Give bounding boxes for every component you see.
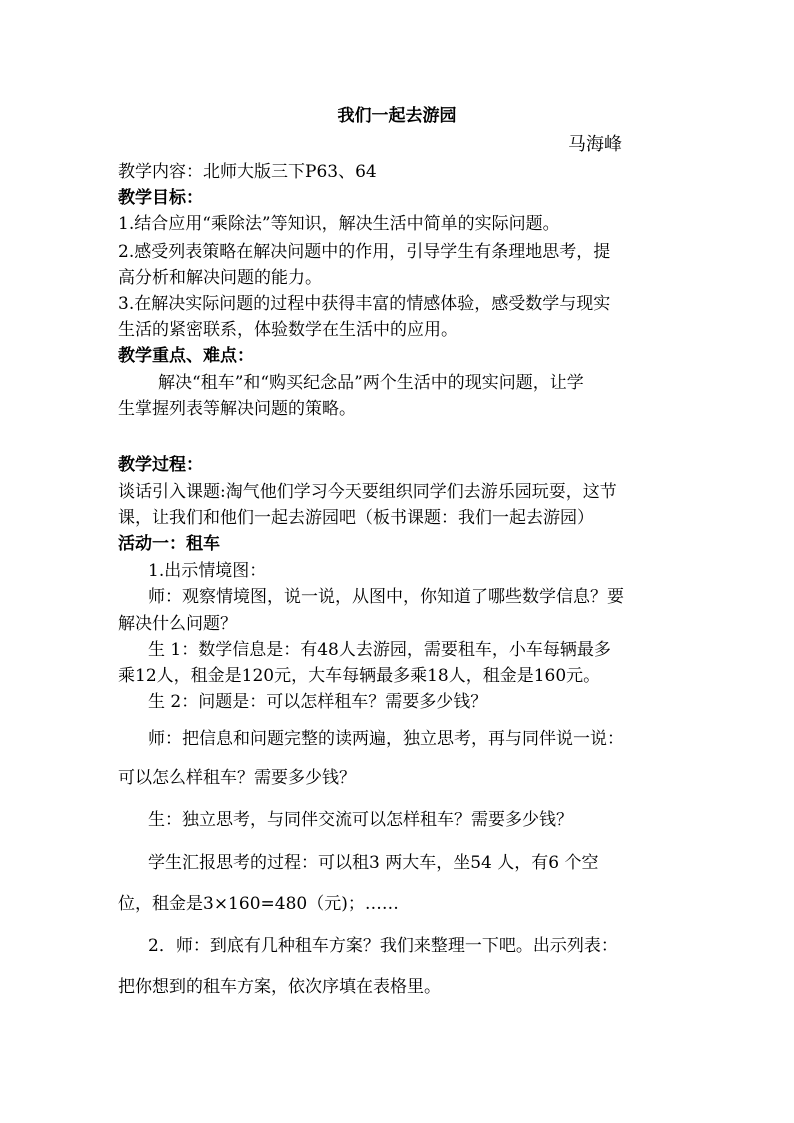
objective-line-4: 3.在解决实际问题的过程中获得丰富的情感体验，感受数学与现实: [118, 294, 611, 314]
activity-line-1: 1.出示情境图：: [148, 561, 267, 581]
activity-heading: 活动一：租车: [118, 534, 220, 554]
activity-line-4: 生 1：数学信息是：有48人去游园，需要租车，小车每辆最多: [148, 640, 611, 660]
author-name: 马海峰: [568, 134, 622, 155]
keypoints-heading: 教学重点、难点：: [118, 346, 254, 366]
objective-line-3: 高分析和解决问题的能力。: [118, 268, 322, 288]
activity-line-10: 学生汇报思考的过程：可以租3 两大车，坐54 人，有6 个空: [148, 853, 599, 873]
activity-line-5: 乘12人，租金是120元，大车每辆最多乘18人，租金是160元。: [118, 666, 601, 686]
activity-line-7: 师：把信息和问题完整的读两遍，独立思考，再与同伴说一说：: [148, 729, 624, 749]
activity-line-13: 把你想到的租车方案，依次序填在表格里。: [118, 977, 441, 997]
objective-line-1: 1.结合应用“乘除法”等知识，解决生活中简单的实际问题。: [118, 214, 560, 234]
activity-line-6: 生 2：问题是：可以怎样租车？需要多少钱？: [148, 692, 488, 712]
activity-line-9: 生：独立思考，与同伴交流可以怎样租车？需要多少钱？: [148, 810, 573, 830]
keypoints-line-1: 解决“租车”和“购买纪念品”两个生活中的现实问题，让学: [158, 373, 584, 393]
activity-line-3: 解决什么问题？: [118, 614, 237, 634]
intro-line-2: 课，让我们和他们一起去游园吧（板书课题：我们一起去游园）: [118, 508, 594, 528]
objective-line-2: 2.感受列表策略在解决问题中的作用，引导学生有条理地思考，提: [118, 242, 611, 262]
activity-line-11: 位，租金是3×160=480（元)；……: [118, 894, 399, 914]
keypoints-line-2: 生掌握列表等解决问题的策略。: [118, 399, 356, 419]
content-line: 教学内容：北师大版三下P63、64: [118, 162, 377, 182]
document-title: 我们一起去游园: [337, 106, 457, 126]
objective-line-5: 生活的紧密联系，体验数学在生活中的应用。: [118, 320, 458, 340]
objectives-heading: 教学目标：: [118, 188, 203, 208]
intro-line-1: 谈话引入课题:淘气他们学习今天要组织同学们去游乐园玩耍，这节: [118, 482, 617, 502]
process-heading: 教学过程：: [118, 455, 203, 475]
activity-line-12: 2．师：到底有几种租车方案？我们来整理一下吧。出示列表：: [148, 936, 618, 956]
activity-line-8: 可以怎么样租车？需要多少钱？: [118, 768, 356, 788]
activity-line-2: 师：观察情境图，说一说，从图中，你知道了哪些数学信息？要: [148, 587, 624, 607]
